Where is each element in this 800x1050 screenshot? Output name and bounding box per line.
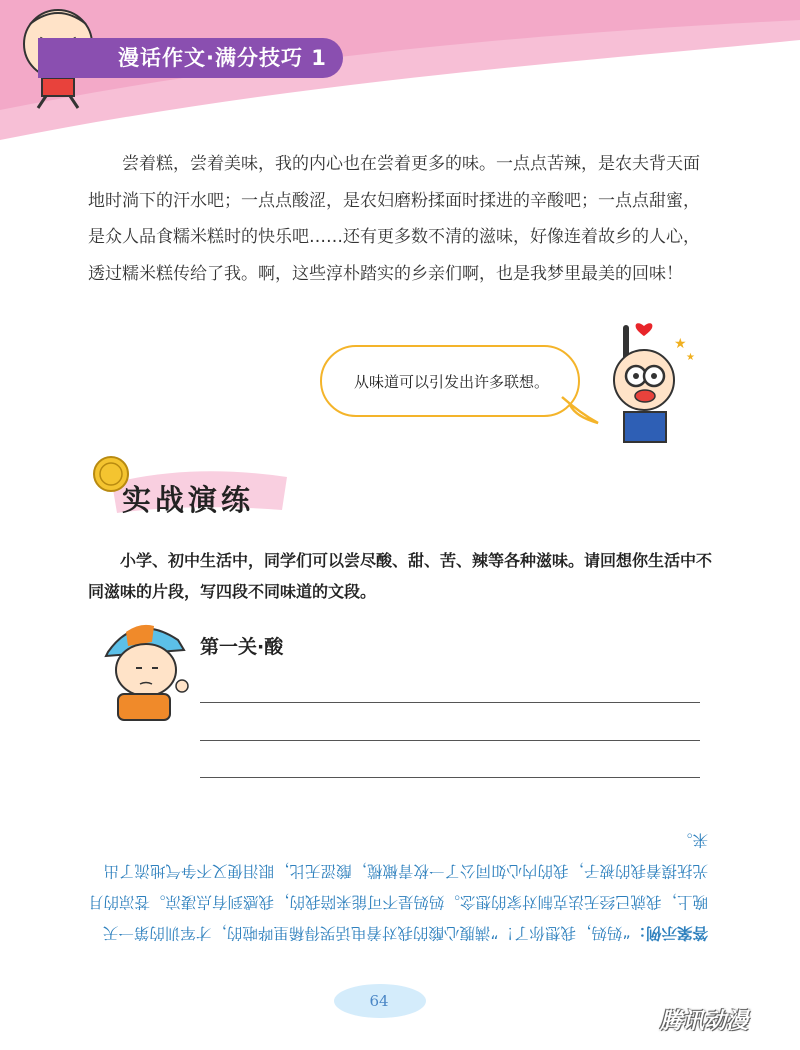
answer-line-2	[200, 740, 700, 741]
svg-text:★: ★	[674, 336, 687, 352]
answer-line-1	[200, 702, 700, 703]
watermark: 腾讯动漫	[660, 1009, 749, 1034]
level-title: 第一关·酸	[200, 636, 284, 658]
paragraph-text: 尝着糕，尝着美味，我的内心也在尝着更多的味。一点点苦辣，是农夫背天面地时淌下的汗水吧；一点点酸涩，是农妇磨粉揉面时揉进的辛酸吧；一点点甜蜜，是众人品食糯米糕时的快乐吧……还有更多数不清的滋味，好像连着故乡的人心，透过糯米糕传给了我。啊，这些淳朴踏实的乡亲们啊，也是我梦里最美的回味！	[88, 154, 700, 284]
speech-bubble	[320, 345, 580, 417]
main-paragraph	[88, 146, 713, 292]
practice-title: 实战演练	[122, 483, 255, 517]
series-title: 漫话作文·满分技巧 1	[118, 46, 327, 70]
series-title-banner	[38, 38, 343, 78]
task-instructions	[88, 545, 713, 607]
bubble-tail-icon	[560, 395, 600, 425]
cartoon-boy-cap-icon	[96, 612, 196, 722]
cartoon-boy-thinking-icon	[596, 318, 706, 443]
answer-example-inverted	[88, 824, 708, 948]
answer-label: 答案示例：	[630, 924, 708, 942]
page-number: 64	[369, 992, 389, 1010]
speech-bubble-text: 从味道可以引发出许多联想。	[354, 372, 550, 391]
svg-text:★: ★	[686, 352, 695, 363]
answer-line-3	[200, 777, 700, 778]
answer-text: “妈妈，我想你了！”满腹心酸的我对着电话哭得稀里哗啦的，才军训的第一天晚上，我就已经无法克制对家的想念。妈妈是不可能来陪我的，我感到有点凄凉。苍凉的月光抚摸着我的被子，我的内心如同公了一枚青橄榄，酸涩无比，眼泪便又不争气地流了出来。	[87, 831, 708, 942]
task-text: 小学、初中生活中，同学们可以尝尽酸、甜、苦、辣等各种滋味。请回想你生活中不同滋味的片段，写四段不同味道的文段。	[88, 551, 713, 601]
